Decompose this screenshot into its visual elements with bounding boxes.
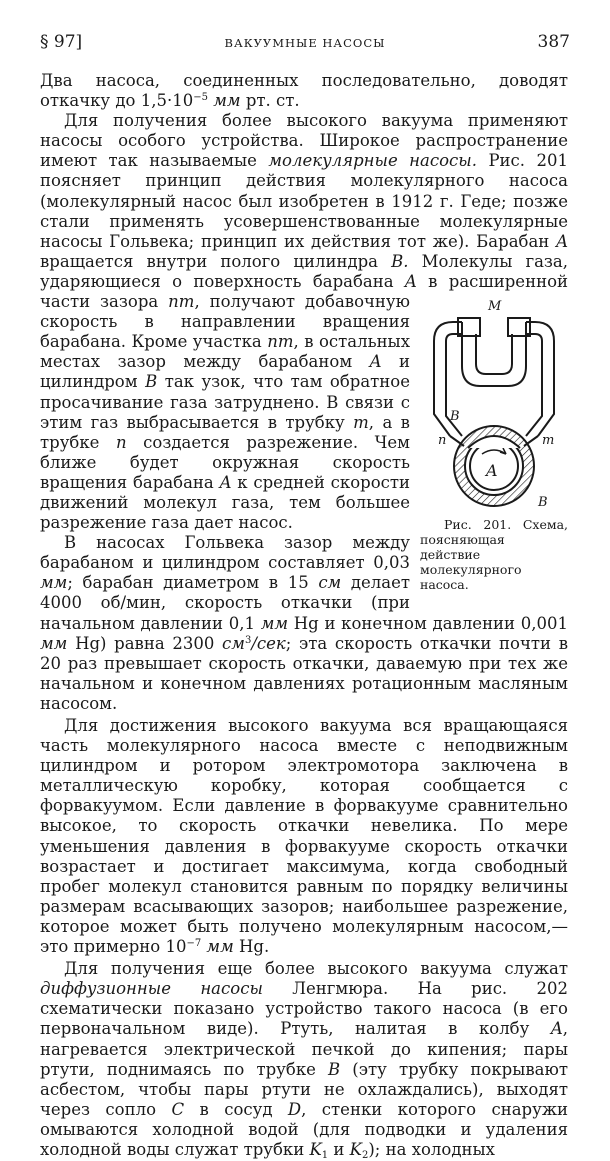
label-a: A xyxy=(486,461,498,481)
page-number: 387 xyxy=(537,32,570,52)
label-b-bottom: B xyxy=(538,495,548,511)
figure-201 xyxy=(420,296,568,592)
running-header xyxy=(40,32,570,56)
running-title: ВАКУУМНЫЕ НАСОСЫ xyxy=(224,36,386,50)
paragraph-3: В насосах Гольвека зазор между барабаном и цилиндром составляет 0,03 мм; барабан диаметром в 15 см делает 4000 об/мин, скорость откачки (при начальном давлении 0,1 мм Hg и конечном давлении 0,001 мм Hg) равна 2300 $см^3$/сек; эта скорость откачки почти в 20 раз превышает скорость откачки, даваемую при тех же начальном и конечном давлениях ротационным масляным насосом. xyxy=(40,533,568,713)
label-m: m xyxy=(542,433,555,449)
paragraph-5: Для получения еще более высокого вакуума служат диффузионные насосы Ленгмюра. На рис. 202 схематически показано устройство такого насоса (в его первоначальном виде). Ртуть, налитая в колбу A, нагревается электрической печкой до кипения; пары ртути, поднимаясь по трубке B (эту трубку покрывают асбестом, чтобы пары ртути не охлаждались), выходят через сопло C в сосуд D, стенки которого снаружи омываются холодной водой (для подводки и удаления холодной воды служат трубки $K_1$ и $K_2$); на холодных xyxy=(40,959,569,1161)
paragraph-1: Два насоса, соединенных последовательно, доводят откачку до $1,5\cdot 10^{-5}$ мм рт. ст. xyxy=(40,71,568,111)
paragraph-4: Для достижения высокого вакуума вся вращающаяся часть молекулярного насоса вместе с неподвижным цилиндром и ротором электромотора заключена в металлическую коробку, которая сообщается с форвакуумом. Если давление в форвакууме сравнительно высокое, то скорость откачки невелика. По мере уменьшения давления в форвакууме скорость откачки возрастает и достигает максимума, когда свободный пробег молекул становится равным по порядку величины размерам всасывающих зазоров; наибольшее разрежение, которое может быть получено молекулярным насосом,— это примерно $10^{-7}$ мм Hg. xyxy=(40,716,568,957)
body-text xyxy=(40,71,568,1160)
label-n: n xyxy=(438,433,447,449)
molecular-pump-diagram xyxy=(420,296,568,511)
label-b-left: B xyxy=(450,409,460,425)
paragraph-2: Для получения более высокого вакуума применяют насосы особого устройства. Широкое распространение имеют так называемые молекулярные насосы. Рис. 201 поясняет принцип действия молекулярного насоса (молекулярный насос был изобретен в 1912 г. Геде; позже стали применять усовершенствованные молекулярные насосы Гольвека; принцип их действия тот же). Барабан A вращается внутри полого цилиндра B. Молекулы газа, ударяющиеся о поверхность барабана A в расширенной части зазора M B n m A B Рис. 201. Схема, поясняющая действие молекулярного насоса. nm, получают добавочную скорость в направлении вращения барабана. Кроме участка nm, в остальных местах зазор между барабаном A и цилиндром B так узок, что там обратное просачивание газа затруднено. В связи с этим газ выбрасывается в трубку m, а в трубке n создается разрежение. Чем ближе будет окружная скорость вращения барабана A к средней скорости движений молекул газа, тем большее разрежение газа дает насос. xyxy=(40,111,569,593)
label-m-upper: M xyxy=(488,299,502,315)
figure-caption: Рис. 201. Схема, поясняющая действие молекулярного насоса. xyxy=(420,517,568,593)
section-number: § 97] xyxy=(40,32,83,52)
